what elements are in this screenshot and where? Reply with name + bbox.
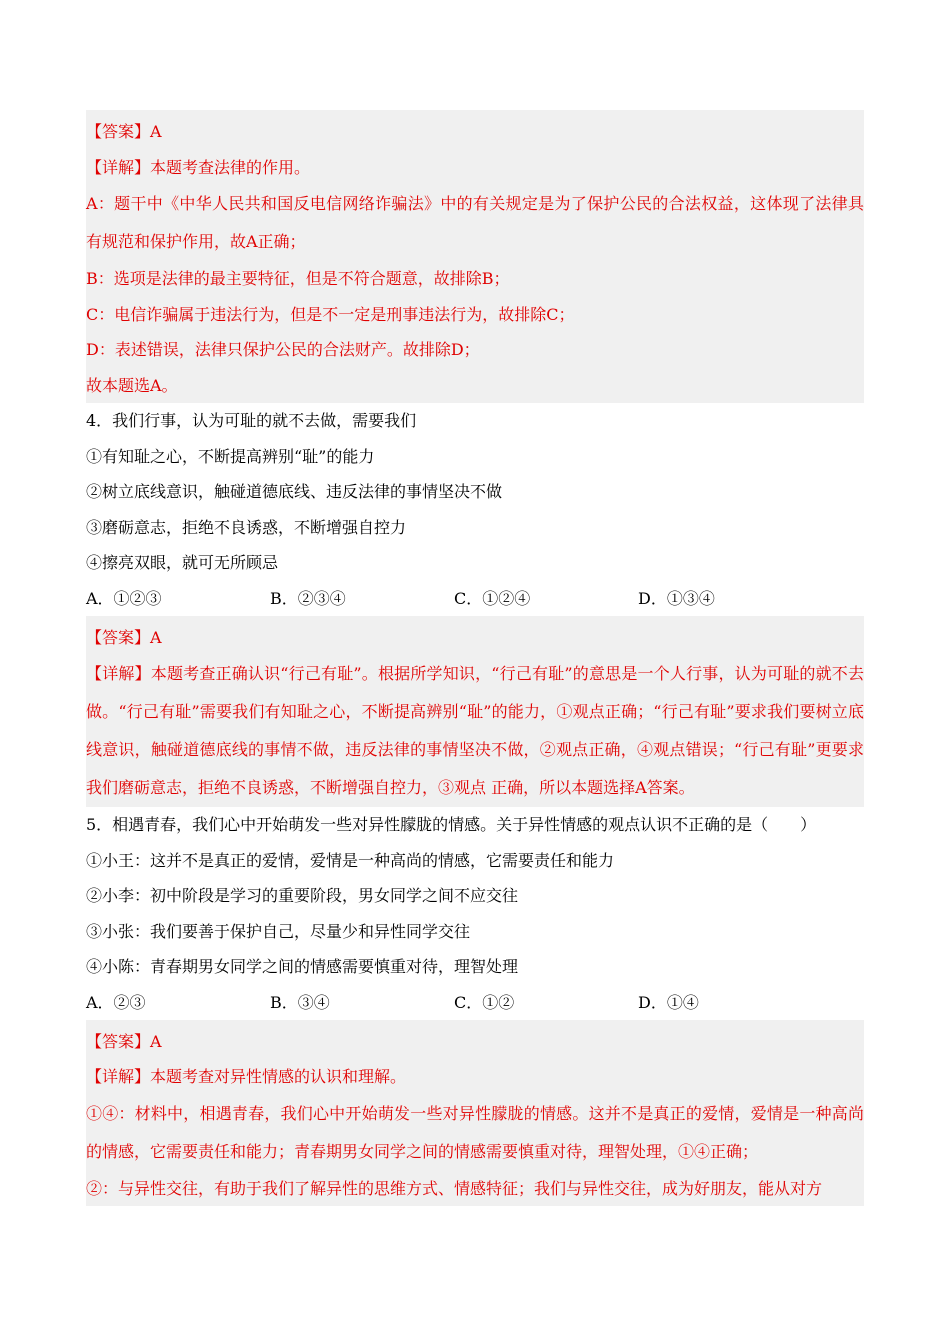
options-row <box>86 581 864 616</box>
explanation-14: ①④：材料中，相遇青春，我们心中开始萌发一些对异性朦胧的情感。这并不是真正的爱情，爱情是一种高尚的情感，它需要责任和能力；青春期男女同学之间的情感需要慎重对待，理智处理，①④正确； <box>86 1103 864 1161</box>
document-page <box>86 110 864 1206</box>
explanation-d: D：表述错误，法律只保护公民的合法财产。故排除D； <box>86 340 480 359</box>
option-c: C．①② <box>454 992 515 1012</box>
answer-label: 【答案】A <box>86 1031 162 1051</box>
answer-label: 【答案】A <box>86 122 162 141</box>
statement-1: ①小王：这并不是真正的爱情，爱情是一种高尚的情感，它需要责任和能力 <box>86 850 615 870</box>
statement-4: ④小陈：青春期男女同学之间的情感需要慎重对待，理智处理 <box>86 957 519 976</box>
options-row <box>86 985 864 1020</box>
option-a: A．②③ <box>86 992 146 1012</box>
statement-4: ④擦亮双眼，就可无所顾忌 <box>86 553 279 572</box>
statement-1: ①有知耻之心，不断提高辨别“耻”的能力 <box>86 446 375 466</box>
answer-block-q4 <box>86 616 864 808</box>
conclusion: 故本题选A。 <box>86 375 178 395</box>
option-b: B．③④ <box>270 992 330 1012</box>
detail-text: 【详解】本题考查正确认识“行己有耻”。根据所学知识，“行己有耻”的意思是一个人行事，认为可耻的就不去做。“行己有耻”需要我们有知耻之心，不断提高辨别“耻”的能力，①观点正确；“行己有耻”要求我们要树立底线意识，触碰道德底线的事情不做，违反法律的事情坚决不做，②观点正确，④观点错误；“行己有耻”更要求我们磨砺意志，拒绝不良诱惑，不断增强自控力，③观点 正确，所以本题选择A答案。 <box>86 664 864 797</box>
explanation-2: ②：与异性交往，有助于我们了解异性的思维方式、情感特征；我们与异性交往，成为好朋友，能从对方 <box>86 1178 823 1198</box>
option-b: B．②③④ <box>270 588 346 608</box>
answer-block-q3 <box>86 110 864 403</box>
question-stem: 4．我们行事，认为可耻的就不去做，需要我们 <box>86 411 417 430</box>
explanation-c: C：电信诈骗属于违法行为，但是不一定是刑事违法行为，故排除C； <box>86 304 575 324</box>
question-5 <box>86 807 864 1020</box>
question-4 <box>86 403 864 616</box>
detail-heading: 【详解】本题考查法律的作用。 <box>86 157 311 177</box>
detail-heading: 【详解】本题考查对异性情感的认识和理解。 <box>86 1067 407 1086</box>
option-d: D．①③④ <box>638 588 715 608</box>
answer-block-q5 <box>86 1020 864 1207</box>
question-stem: 5．相遇青春，我们心中开始萌发一些对异性朦胧的情感。关于异性情感的观点认识不正确的是（ ） <box>86 815 817 834</box>
option-a: A．①②③ <box>86 588 162 608</box>
statement-2: ②小李：初中阶段是学习的重要阶段，男女同学之间不应交往 <box>86 886 519 905</box>
option-d: D．①④ <box>638 992 699 1012</box>
explanation-b: B：选项是法律的最主要特征，但是不符合题意，故排除B； <box>86 269 510 288</box>
statement-3: ③磨砺意志，拒绝不良诱惑，不断增强自控力 <box>86 517 407 537</box>
option-c: C．①②④ <box>454 588 531 608</box>
statement-3: ③小张：我们要善于保护自己，尽量少和异性同学交往 <box>86 921 471 941</box>
answer-label: 【答案】A <box>86 627 162 647</box>
statement-2: ②树立底线意识，触碰道德底线、违反法律的事情坚决不做 <box>86 482 503 501</box>
explanation-a: A：题干中《中华人民共和国反电信网络诈骗法》中的有关规定是为了保护公民的合法权益，这体现了法律具有规范和保护作用，故A正确； <box>86 194 864 251</box>
